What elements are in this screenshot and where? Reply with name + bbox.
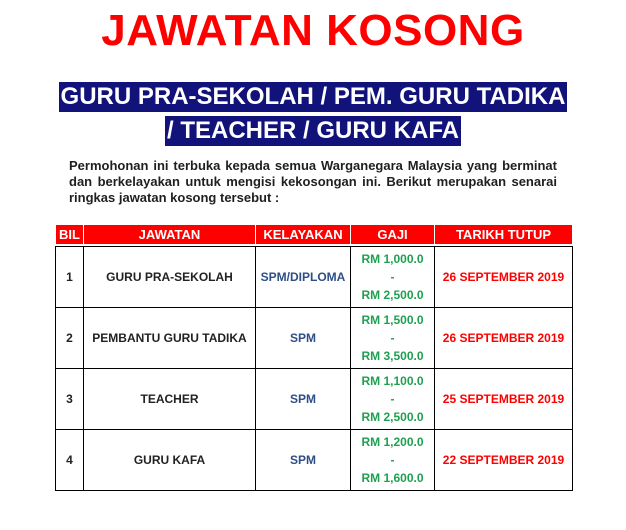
salary-separator: - — [390, 453, 395, 467]
subtitle-line-1 — [0, 82, 626, 112]
header-tarikh-tutup: TARIKH TUTUP — [435, 225, 573, 244]
cell-jawatan: PEMBANTU GURU TADIKA — [84, 308, 256, 369]
table-row — [56, 430, 573, 491]
subtitle-line-2-text: / TEACHER / GURU KAFA — [166, 117, 459, 144]
cell-bil: 2 — [56, 308, 84, 369]
salary-min: RM 1,500.0 — [361, 313, 424, 327]
table-header-row — [56, 225, 573, 244]
cell-jawatan: GURU KAFA — [84, 430, 256, 491]
cell-kelayakan: SPM/DIPLOMA — [256, 247, 351, 308]
salary-min: RM 1,000.0 — [361, 252, 424, 266]
table-row — [56, 369, 573, 430]
subtitle-line-1-text: GURU PRA-SEKOLAH / PEM. GURU TADIKA — [60, 83, 566, 110]
cell-bil: 1 — [56, 247, 84, 308]
header-kelayakan: KELAYAKAN — [256, 225, 351, 244]
salary-separator: - — [390, 392, 395, 406]
header-bil: BIL — [56, 225, 84, 244]
cell-gaji — [351, 430, 435, 491]
page-title: JAWATAN KOSONG — [101, 6, 525, 55]
cell-bil: 4 — [56, 430, 84, 491]
cell-tarikh-tutup: 22 SEPTEMBER 2019 — [435, 430, 573, 491]
salary-max: RM 1,600.0 — [361, 471, 424, 485]
cell-bil: 3 — [56, 369, 84, 430]
cell-kelayakan: SPM — [256, 369, 351, 430]
intro-paragraph: Permohonan ini terbuka kepada semua Warganegara Malaysia yang berminat dan berkelayakan untuk mengisi kekosongan ini. Berikut merupakan senarai ringkas jawatan kosong tersebut : — [69, 158, 557, 205]
cell-kelayakan: SPM — [256, 308, 351, 369]
vacancy-table — [55, 225, 573, 491]
cell-gaji — [351, 247, 435, 308]
cell-kelayakan: SPM — [256, 430, 351, 491]
salary-min: RM 1,100.0 — [361, 374, 424, 388]
table-row — [56, 308, 573, 369]
cell-tarikh-tutup: 26 SEPTEMBER 2019 — [435, 247, 573, 308]
cell-gaji — [351, 369, 435, 430]
cell-tarikh-tutup: 26 SEPTEMBER 2019 — [435, 308, 573, 369]
salary-min: RM 1,200.0 — [361, 435, 424, 449]
salary-max: RM 2,500.0 — [361, 410, 424, 424]
cell-tarikh-tutup: 25 SEPTEMBER 2019 — [435, 369, 573, 430]
header-jawatan: JAWATAN — [84, 225, 256, 244]
header-gaji: GAJI — [351, 225, 435, 244]
salary-separator: - — [390, 331, 395, 345]
salary-max: RM 3,500.0 — [361, 349, 424, 363]
cell-jawatan: TEACHER — [84, 369, 256, 430]
salary-max: RM 2,500.0 — [361, 288, 424, 302]
subtitle-line-2 — [0, 116, 626, 146]
table-row — [56, 247, 573, 308]
cell-gaji — [351, 308, 435, 369]
salary-separator: - — [390, 270, 395, 284]
cell-jawatan: GURU PRA-SEKOLAH — [84, 247, 256, 308]
